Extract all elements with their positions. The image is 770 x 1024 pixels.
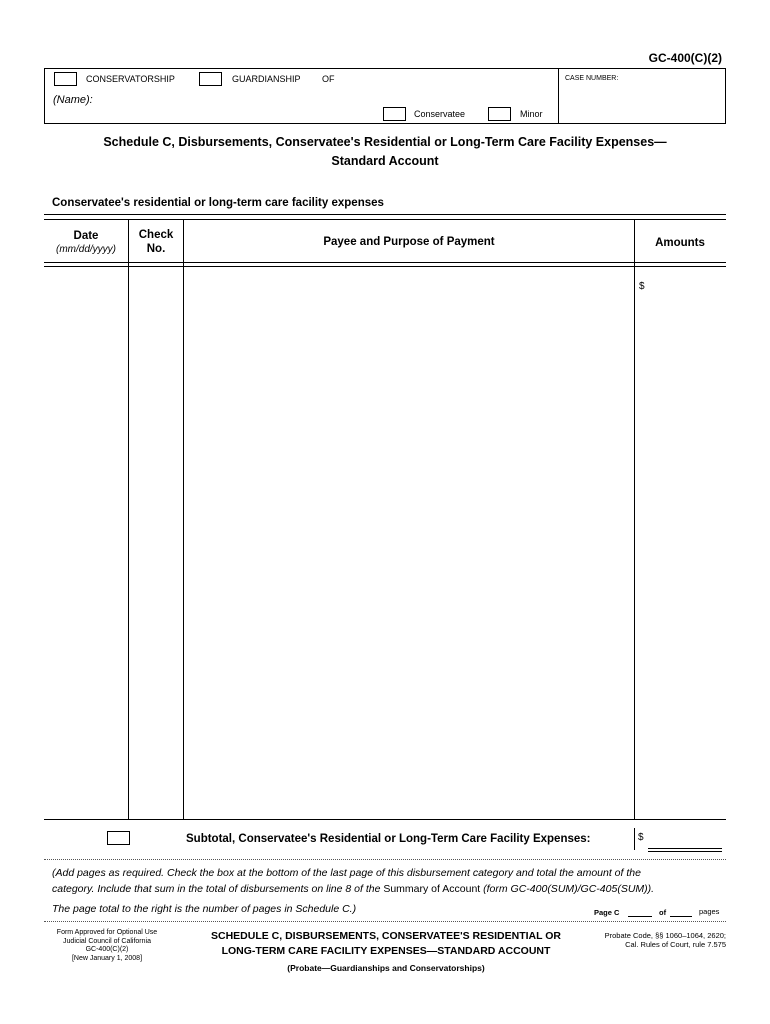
instructions-line3: The page total to the right is the number of pages in Schedule C.) — [52, 903, 357, 915]
conservatorship-checkbox[interactable] — [54, 72, 77, 86]
col-header-payee: Payee and Purpose of Payment — [323, 236, 495, 248]
of-label: OF — [322, 74, 335, 84]
pages-label: pages — [699, 907, 720, 916]
table-bottom-rule — [44, 819, 726, 820]
subtotal-label: Subtotal, Conservatee's Residential or Long-Term Care Facility Expenses: — [186, 833, 591, 845]
page-number-field[interactable] — [628, 903, 652, 915]
summary-of-account-text: Summary of Account — [383, 883, 481, 895]
minor-label: Minor — [520, 109, 543, 119]
footer-probate-code: Probate Code, §§ 1060–1064, 2620; — [604, 931, 726, 940]
form-number: GC-400(C)(2) — [648, 51, 722, 65]
date-entry-column[interactable] — [45, 268, 127, 818]
instructions-line2-a: category. Include that sum in the total of disbursements on line 8 of the — [52, 883, 384, 895]
footer-rules-of-court: Cal. Rules of Court, rule 7.575 — [625, 940, 726, 949]
instructions-line2 — [52, 883, 654, 895]
subtotal-dollar-sign: $ — [638, 832, 644, 843]
payee-entry-column[interactable] — [184, 268, 633, 818]
check-entry-column[interactable] — [129, 268, 182, 818]
footer-council: Judicial Council of California — [63, 937, 151, 945]
conservatorship-label: CONSERVATORSHIP — [86, 74, 175, 84]
footer-center — [186, 929, 586, 959]
col-header-check-no: No. — [146, 243, 166, 255]
schedule-title-line1: Schedule C, Disbursements, Conservatee's Residential or Long-Term Care Facility Expenses— — [103, 135, 667, 149]
caption-divider — [558, 68, 559, 124]
footer-title-line2: LONG-TERM CARE FACILITY EXPENSES—STANDARD ACCOUNT — [221, 945, 551, 957]
instructions-line1: (Add pages as required. Check the box at the bottom of the last page of this disbursement category and total the amount of the — [52, 867, 641, 879]
footer-subtitle: (Probate—Guardianships and Conservatorships) — [287, 963, 485, 973]
guardianship-checkbox[interactable] — [199, 72, 222, 86]
name-field[interactable] — [100, 92, 370, 108]
footer-right — [605, 931, 726, 949]
guardianship-label: GUARDIANSHIP — [232, 74, 301, 84]
conservatee-checkbox[interactable] — [383, 107, 406, 121]
footer-left — [44, 929, 170, 963]
table-top-rule — [44, 219, 726, 220]
total-pages-field[interactable] — [670, 903, 692, 915]
subtotal-amount-field[interactable] — [648, 828, 724, 848]
footer-title-line1: SCHEDULE C, DISBURSEMENTS, CONSERVATEE'S RESIDENTIAL OR — [210, 930, 561, 942]
schedule-title-line2: Standard Account — [331, 154, 439, 168]
footer-date: [New January 1, 2008] — [71, 954, 143, 962]
minor-checkbox[interactable] — [488, 107, 511, 121]
page-label: Page C — [594, 908, 620, 917]
col-header-amounts: Amounts — [655, 237, 705, 249]
header-bottom-rule — [44, 266, 726, 267]
instructions-line2-c: (form GC-400(SUM)/GC-405(SUM)). — [480, 883, 655, 895]
col-header-date: Date — [73, 230, 99, 242]
footer-form-id: GC-400(C)(2) — [85, 946, 129, 953]
col-header-check: Check — [138, 229, 174, 241]
conservatee-label: Conservatee — [414, 109, 466, 119]
section-heading: Conservatee's residential or long-term care facility expenses — [52, 197, 384, 209]
case-number-field[interactable] — [560, 82, 724, 122]
col-header-date-format: (mm/dd/yyyy) — [56, 244, 116, 255]
of-pages-label: of — [659, 908, 667, 917]
footer-approval: Form Approved for Optional Use — [56, 929, 158, 936]
name-label: (Name): — [53, 94, 93, 106]
amount-entry-column[interactable] — [635, 268, 725, 818]
case-number-label: CASE NUMBER: — [565, 75, 619, 82]
last-page-checkbox[interactable] — [107, 831, 130, 845]
amount-dollar-sign: $ — [639, 281, 645, 292]
